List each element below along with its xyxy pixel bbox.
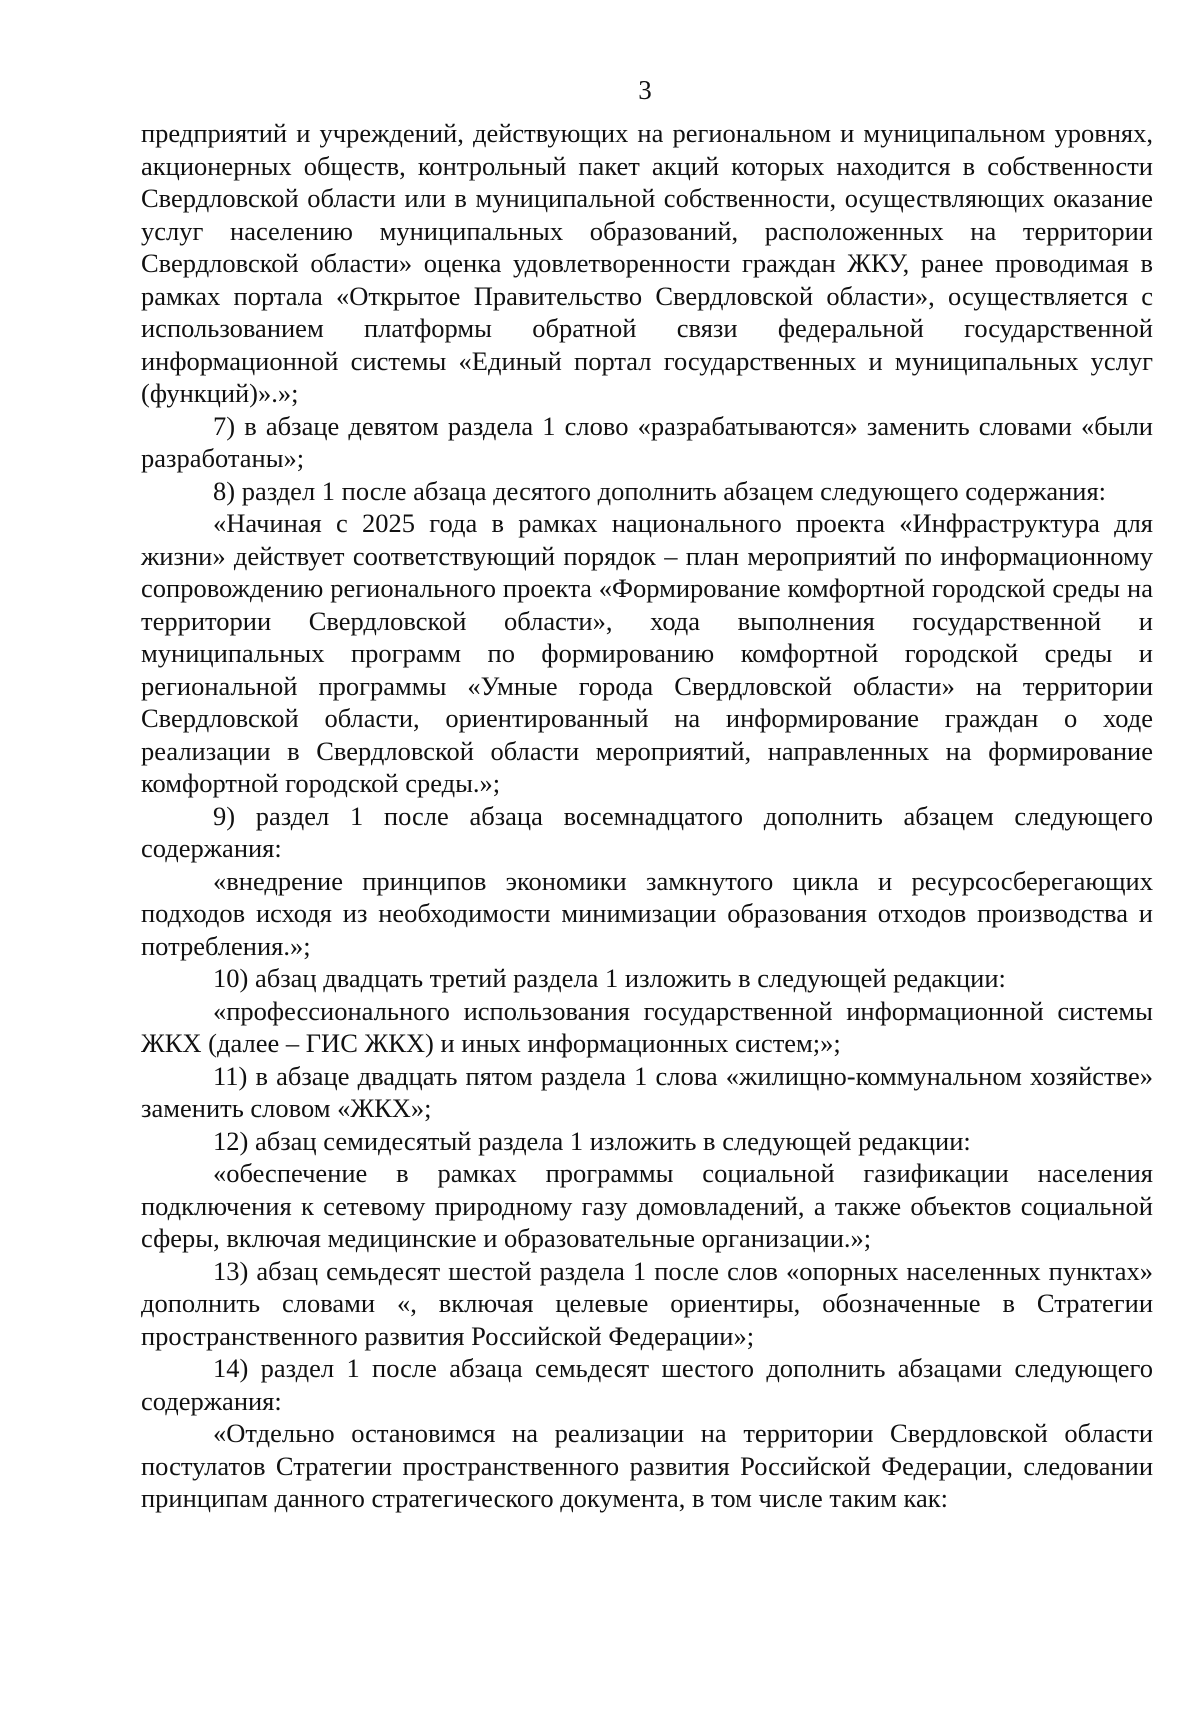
paragraph-continuation: предприятий и учреждений, действующих на региональном и муниципальном уровнях, акционерных обществ, контрольный пакет акций которых находится в собственности Свердловской области или в муниципальной собственности, осуществляющих оказание услуг населению муниципальных образований, расположенных на территории Свердловской области» оценка удовлетворенности граждан ЖКУ, ранее проводимая в рамках портала «Открытое Правительство Свердловской области», осуществляется с использованием платформы обратной связи федеральной государственной информационной системы «Единый портал государственных и муниципальных услуг (функций)».»; — [141, 118, 1153, 408]
document-body — [141, 117, 1153, 1515]
paragraph-item-8: 8) раздел 1 после абзаца десятого дополнить абзацем следующего содержания: — [213, 475, 1107, 506]
page-number: 3 — [638, 75, 652, 105]
paragraph-quote-item-8: «Начиная с 2025 года в рамках национального проекта «Инфраструктура для жизни» действует соответствующий порядок – план мероприятий по информационному сопровождению регионального проекта «Формирование комфортной городской среды на территории Свердловской области», хода выполнения государственной и муниципальных программ по формированию комфортной городской среды и региональной программы «Умные города Свердловской области» на территории Свердловской области, ориентированный на информирование граждан о ходе реализации в Свердловской области мероприятий, направленных на формирование комфортной городской среды.»; — [141, 508, 1153, 798]
paragraph-item-7: 7) в абзаце девятом раздела 1 слово «разрабатываются» заменить словами «были разработаны»; — [141, 410, 1153, 473]
paragraph-quote-item-9: «внедрение принципов экономики замкнутого цикла и ресурсосберегающих подходов исходя из необходимости минимизации образования отходов производства и потребления.»; — [141, 865, 1153, 961]
paragraph-quote-item-10: «профессионального использования государственной информационной системы ЖКХ (далее – ГИС ЖКХ) и иных информационных систем;»; — [141, 995, 1153, 1058]
paragraph-item-11: 11) в абзаце двадцать пятом раздела 1 слова «жилищно-коммунальном хозяйстве» заменить словом «ЖКХ»; — [141, 1060, 1153, 1123]
paragraph-quote-item-12: «обеспечение в рамках программы социальной газификации населения подключения к сетевому природному газу домовладений, а также объектов социальной сферы, включая медицинские и образовательные организации.»; — [141, 1158, 1153, 1253]
paragraph-item-13: 13) абзац семьдесят шестой раздела 1 после слов «опорных населенных пунктах» дополнить словами «, включая целевые ориентиры, обозначенные в Стратегии пространственного развития Российской Федерации»; — [141, 1255, 1153, 1351]
paragraph-item-14: 14) раздел 1 после абзаца семьдесят шестого дополнить абзацами следующего содержания: — [141, 1353, 1153, 1416]
paragraph-item-10: 10) абзац двадцать третий раздела 1 изложить в следующей редакции: — [213, 963, 1006, 993]
paragraph-item-12: 12) абзац семидесятый раздела 1 изложить в следующей редакции: — [213, 1125, 971, 1156]
paragraph-quote-item-14: «Отдельно остановимся на реализации на территории Свердловской области постулатов Стратегии пространственного развития Российской Федерации, следовании принципам данного стратегического документа, в том числе таким как: — [141, 1418, 1153, 1513]
paragraph-item-9: 9) раздел 1 после абзаца восемнадцатого дополнить абзацем следующего содержания: — [141, 800, 1153, 863]
